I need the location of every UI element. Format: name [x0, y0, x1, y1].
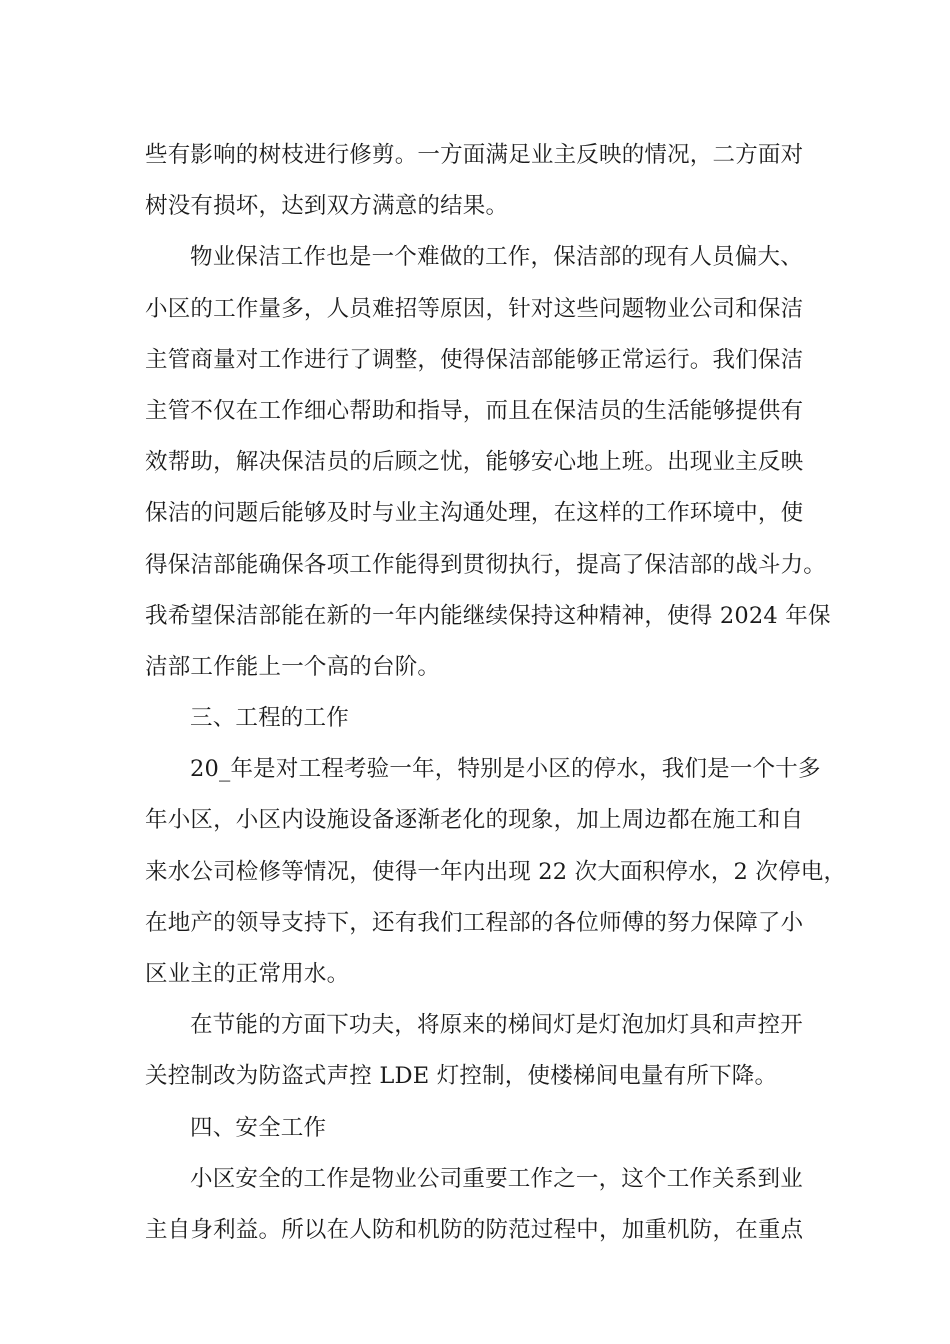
paragraph-start-line: 物业保洁工作也是一个难做的工作，保洁部的现有人员偏大、 — [190, 244, 803, 271]
text-line: 我希望保洁部能在新的一年内能继续保持这种精神，使得 2024 年保 — [145, 602, 831, 629]
document-body — [145, 130, 847, 1256]
text-line: 小区的工作量多，人员难招等原因，针对这些问题物业公司和保洁 — [145, 295, 804, 322]
text-line: 区业主的正常用水。 — [145, 961, 350, 987]
text-line: 效帮助，解决保洁员的后顾之忧，能够安心地上班。出现业主反映 — [145, 449, 804, 476]
section-heading: 四、安全工作 — [190, 1114, 327, 1141]
paragraph-start-line: 20_年是对工程考验一年，特别是小区的停水，我们是一个十多 — [190, 756, 821, 783]
text-line: 主管商量对工作进行了调整，使得保洁部能够正常运行。我们保洁 — [145, 346, 804, 373]
text-line: 保洁的问题后能够及时与业主沟通处理，在这样的工作环境中，使 — [145, 500, 804, 527]
text-line: 主自身利益。所以在人防和机防的防范过程中，加重机防，在重点 — [145, 1216, 804, 1243]
text-line: 在地产的领导支持下，还有我们工程部的各位师傅的努力保障了小 — [145, 909, 804, 936]
text-line: 些有影响的树枝进行修剪。一方面满足业主反映的情况，二方面对 — [145, 142, 804, 168]
paragraph-start-line: 小区安全的工作是物业公司重要工作之一，这个工作关系到业 — [190, 1165, 803, 1192]
text-line: 年小区，小区内设施设备逐渐老化的现象，加上周边都在施工和自 — [145, 807, 804, 834]
section-heading: 三、工程的工作 — [190, 705, 349, 732]
text-line: 洁部工作能上一个高的台阶。 — [145, 653, 441, 680]
text-line: 主管不仅在工作细心帮助和指导，而且在保洁员的生活能够提供有 — [145, 397, 804, 424]
text-line: 关控制改为防盗式声控 LDE 灯控制，使楼梯间电量有所下降。 — [145, 1063, 778, 1090]
text-line: 树没有损坏，达到双方满意的结果。 — [145, 193, 509, 220]
paragraph-start-line: 在节能的方面下功夫，将原来的梯间灯是灯泡加灯具和声控开 — [190, 1012, 803, 1039]
text-line: 得保洁部能确保各项工作能得到贯彻执行，提高了保洁部的战斗力。 — [145, 551, 827, 578]
text-line: 来水公司检修等情况，使得一年内出现 22 次大面积停水，2 次停电， — [145, 858, 847, 885]
